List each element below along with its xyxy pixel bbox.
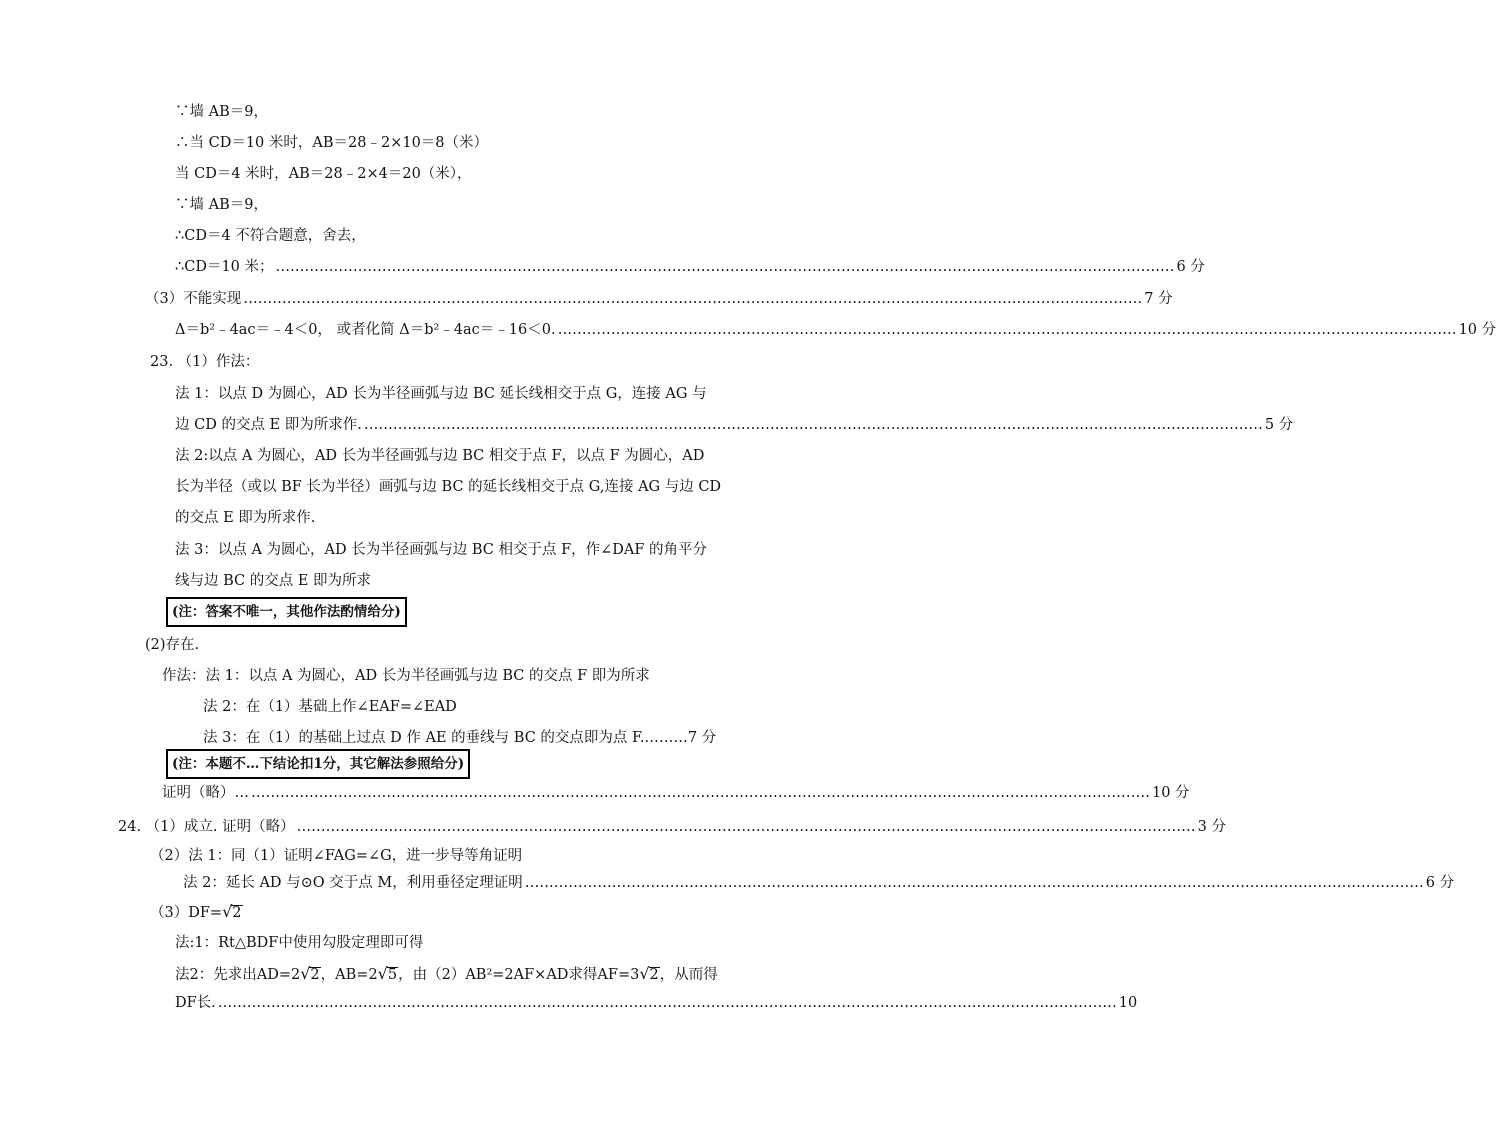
leader-dots: ……………………………………………………………………………………………………………………………………………………………………: [243, 291, 1143, 307]
line-27d: ，从而得: [659, 967, 718, 983]
score-21: 10 分: [1152, 785, 1190, 801]
line-21-with-score: [162, 781, 1190, 805]
line-27a: 法2：先求出AD=: [175, 967, 291, 983]
score-22: 3 分: [1197, 819, 1226, 835]
line-28-text: DF长.: [175, 995, 216, 1011]
score-24: 6 分: [1425, 875, 1455, 891]
radical-sign: √: [639, 964, 650, 983]
line-11-with-score: [175, 413, 1294, 437]
line-18: 作法：法 1：以点 A 为圆心，AD 长为半径画弧与边 BC 的交点 F 即为所求: [162, 668, 650, 684]
line-14: 的交点 E 即为所求作.: [175, 510, 316, 526]
score-28: 10: [1118, 995, 1138, 1011]
line-3: 当 CD＝4 米时，AB＝28﹣2×4＝20（米），: [175, 166, 472, 182]
line-27b: ，AB=: [320, 967, 369, 983]
leader-dots: ……………………………………………………………………………………………………………………………………………………………………: [363, 417, 1263, 433]
leader-dots: ……………………………………………………………………………………………………………………………………………………………………: [524, 875, 1424, 891]
leader-dots: ……………………………………………………………………………………………………………………………………………………………………: [296, 819, 1196, 835]
line-7-with-score: [145, 287, 1173, 311]
line-25: [150, 900, 243, 924]
line-23: （2）法 1：同（1）证明∠FAG=∠G，进一步导等角证明: [150, 848, 523, 864]
score-6: 6 分: [1176, 259, 1205, 275]
line-12: 法 2:以点 A 为圆心，AD 长为半径画弧与边 BC 相交于点 F，以点 F 为圆心，AD: [175, 448, 705, 464]
line-27c: ，由（2）AB²=2AF×AD求得AF=: [398, 967, 631, 983]
line-19: 法 2：在（1）基础上作∠EAF=∠EAD: [203, 699, 457, 715]
score-11: 5 分: [1264, 417, 1294, 433]
leader-dots: ……………………………………………………………………………………………………………………………………………………………………: [217, 995, 1117, 1011]
line-26: 法:1：Rt△BDF中使用勾股定理即可得: [175, 935, 424, 951]
line-8-with-score: [175, 318, 1496, 342]
line-7-text: （3）不能实现: [145, 291, 242, 307]
line-22-with-score: [118, 815, 1226, 839]
line-6-text: ∴CD＝10 米；: [175, 259, 274, 275]
line-13: 长为半径（或以 BF 长为半径）画弧与边 BC 的延长线相交于点 G,连接 AG 与边 CD: [175, 479, 722, 495]
score-7: 7 分: [1144, 291, 1173, 307]
line-17: (2)存在.: [145, 637, 200, 653]
radicand: 5: [387, 967, 398, 983]
radical-sign: √: [222, 902, 233, 921]
coef: 2: [368, 967, 378, 983]
line-20: 法 3：在（1）的基础上过点 D 作 AE 的垂线与 BC 的交点即为点 F.………7 分: [203, 730, 717, 746]
coef: 2: [290, 967, 301, 983]
line-10: 法 1：以点 D 为圆心，AD 长为半径画弧与边 BC 延长线相交于点 G，连接 AG 与: [175, 386, 707, 402]
q23-heading: 23. （1）作法：: [150, 354, 260, 370]
leader-dots: ……………………………………………………………………………………………………………………………………………………………………: [251, 785, 1150, 801]
note-box-2: (注：本题不…下结论扣1分，其它解法参照给分): [166, 749, 470, 779]
radicand: 2: [310, 967, 320, 983]
line-27: [175, 962, 718, 986]
score-8: 10 分: [1458, 322, 1496, 338]
line-2: ∴当 CD＝10 米时，AB＝28﹣2×10＝8（米）: [175, 135, 489, 151]
leader-dots: ……………………………………………………………………………………………………………………………………………………………………: [275, 259, 1175, 275]
line-11-text: 边 CD 的交点 E 即为所求作.: [175, 417, 362, 433]
note-box-1: (注：答案不唯一，其他作法酌情给分): [166, 597, 407, 627]
line-15: 法 3：以点 A 为圆心，AD 长为半径画弧与边 BC 相交于点 F，作∠DAF 的角平分: [175, 542, 708, 558]
radical-sign: √: [300, 964, 311, 983]
line-21-text: 证明（略）…: [162, 785, 249, 801]
line-5: ∴CD＝4 不符合题意，舍去，: [175, 228, 366, 244]
radicand: 2: [232, 905, 242, 921]
line-1: ∵墙 AB＝9，: [175, 104, 268, 120]
line-6-with-score: [175, 255, 1205, 279]
coef: 3: [630, 967, 640, 983]
line-4: ∵墙 AB＝9，: [175, 197, 268, 213]
line-24-text: 法 2：延长 AD 与⊙O 交于点 M，利用垂径定理证明: [183, 875, 523, 891]
line-8-text: Δ＝b²﹣4ac＝﹣4＜0， 或者化简 Δ＝b²﹣4ac＝﹣16＜0.: [175, 322, 556, 338]
line-25-text: （3）DF=: [150, 905, 223, 921]
line-16: 线与边 BC 的交点 E 即为所求: [175, 573, 372, 589]
radical-sign: √: [377, 964, 388, 983]
line-28-with-score: [175, 991, 1138, 1015]
leader-dots: ……………………………………………………………………………………………………………………………………………………………………: [557, 322, 1457, 338]
line-22-text: 24. （1）成立. 证明（略）: [118, 819, 295, 835]
line-24-with-score: [183, 871, 1455, 895]
radicand: 2: [649, 967, 659, 983]
